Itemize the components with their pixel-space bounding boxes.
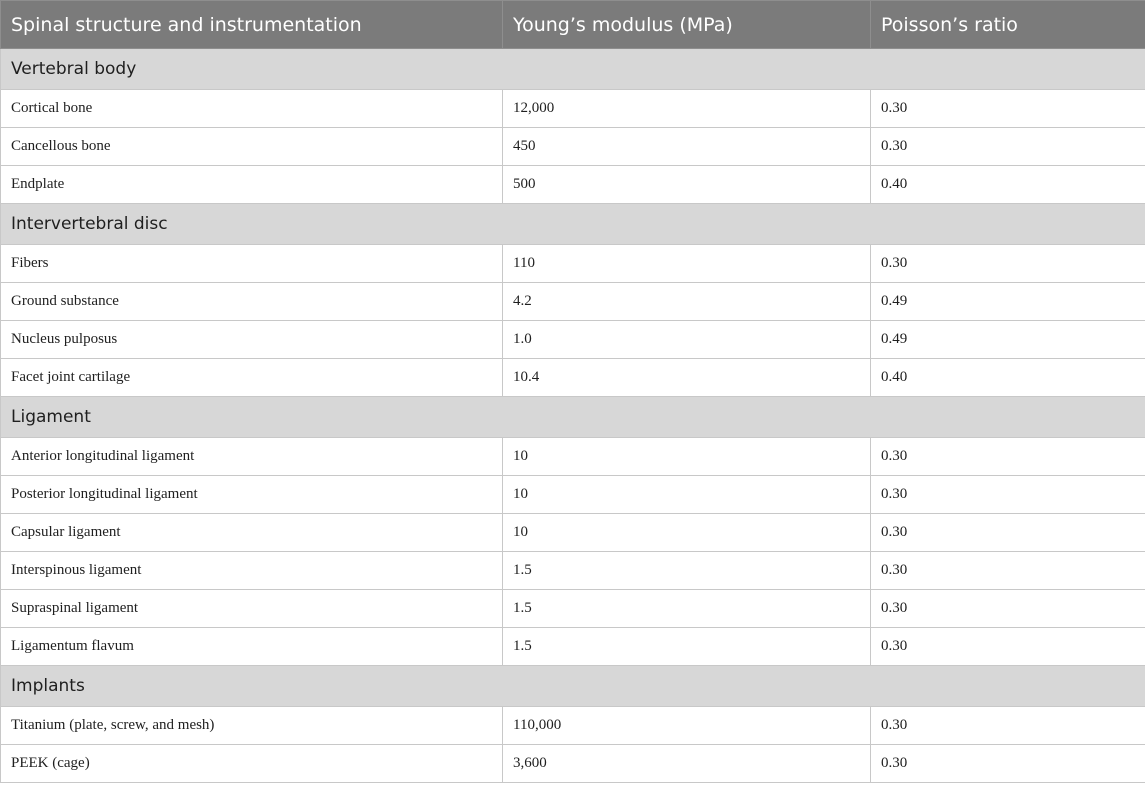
section-title: Vertebral body	[1, 49, 1145, 90]
table-row	[1, 745, 1145, 783]
poisson-cell: 0.30	[871, 476, 1145, 514]
structure-cell: Ground substance	[1, 283, 503, 321]
table-row	[1, 245, 1145, 283]
header-row	[1, 1, 1145, 49]
table-row	[1, 628, 1145, 666]
poisson-cell: 0.30	[871, 90, 1145, 128]
modulus-cell: 1.5	[503, 590, 871, 628]
structure-cell: Supraspinal ligament	[1, 590, 503, 628]
table-row	[1, 590, 1145, 628]
poisson-cell: 0.49	[871, 321, 1145, 359]
poisson-cell: 0.30	[871, 245, 1145, 283]
modulus-cell: 1.5	[503, 552, 871, 590]
section-row	[1, 397, 1145, 438]
table-row	[1, 552, 1145, 590]
poisson-cell: 0.30	[871, 628, 1145, 666]
table-row	[1, 321, 1145, 359]
modulus-cell: 4.2	[503, 283, 871, 321]
poisson-cell: 0.40	[871, 166, 1145, 204]
section-title: Implants	[1, 666, 1145, 707]
modulus-cell: 1.5	[503, 628, 871, 666]
poisson-cell: 0.40	[871, 359, 1145, 397]
modulus-cell: 3,600	[503, 745, 871, 783]
section-row	[1, 204, 1145, 245]
table-row	[1, 166, 1145, 204]
structure-cell: Anterior longitudinal ligament	[1, 438, 503, 476]
poisson-cell: 0.30	[871, 707, 1145, 745]
poisson-cell: 0.30	[871, 745, 1145, 783]
structure-cell: Cancellous bone	[1, 128, 503, 166]
structure-cell: PEEK (cage)	[1, 745, 503, 783]
poisson-cell: 0.30	[871, 438, 1145, 476]
poisson-cell: 0.30	[871, 552, 1145, 590]
modulus-cell: 10	[503, 514, 871, 552]
structure-cell: Endplate	[1, 166, 503, 204]
header-youngs-modulus: Young’s modulus (MPa)	[503, 1, 871, 49]
table-row	[1, 707, 1145, 745]
poisson-cell: 0.30	[871, 514, 1145, 552]
poisson-cell: 0.30	[871, 590, 1145, 628]
section-title: Ligament	[1, 397, 1145, 438]
modulus-cell: 10	[503, 476, 871, 514]
structure-cell: Nucleus pulposus	[1, 321, 503, 359]
modulus-cell: 110,000	[503, 707, 871, 745]
table-row	[1, 438, 1145, 476]
table-row	[1, 476, 1145, 514]
structure-cell: Capsular ligament	[1, 514, 503, 552]
structure-cell: Fibers	[1, 245, 503, 283]
table-row	[1, 128, 1145, 166]
section-row	[1, 49, 1145, 90]
modulus-cell: 10.4	[503, 359, 871, 397]
section-title: Intervertebral disc	[1, 204, 1145, 245]
structure-cell: Cortical bone	[1, 90, 503, 128]
modulus-cell: 110	[503, 245, 871, 283]
structure-cell: Ligamentum flavum	[1, 628, 503, 666]
header-poissons-ratio: Poisson’s ratio	[871, 1, 1145, 49]
structure-cell: Facet joint cartilage	[1, 359, 503, 397]
structure-cell: Titanium (plate, screw, and mesh)	[1, 707, 503, 745]
modulus-cell: 12,000	[503, 90, 871, 128]
table-row	[1, 283, 1145, 321]
table-row	[1, 90, 1145, 128]
table-body	[1, 49, 1145, 783]
poisson-cell: 0.49	[871, 283, 1145, 321]
modulus-cell: 10	[503, 438, 871, 476]
poisson-cell: 0.30	[871, 128, 1145, 166]
modulus-cell: 500	[503, 166, 871, 204]
table-row	[1, 514, 1145, 552]
structure-cell: Posterior longitudinal ligament	[1, 476, 503, 514]
header-structure: Spinal structure and instrumentation	[1, 1, 503, 49]
table-header	[1, 1, 1145, 49]
section-row	[1, 666, 1145, 707]
structure-cell: Interspinous ligament	[1, 552, 503, 590]
modulus-cell: 450	[503, 128, 871, 166]
modulus-cell: 1.0	[503, 321, 871, 359]
table-row	[1, 359, 1145, 397]
